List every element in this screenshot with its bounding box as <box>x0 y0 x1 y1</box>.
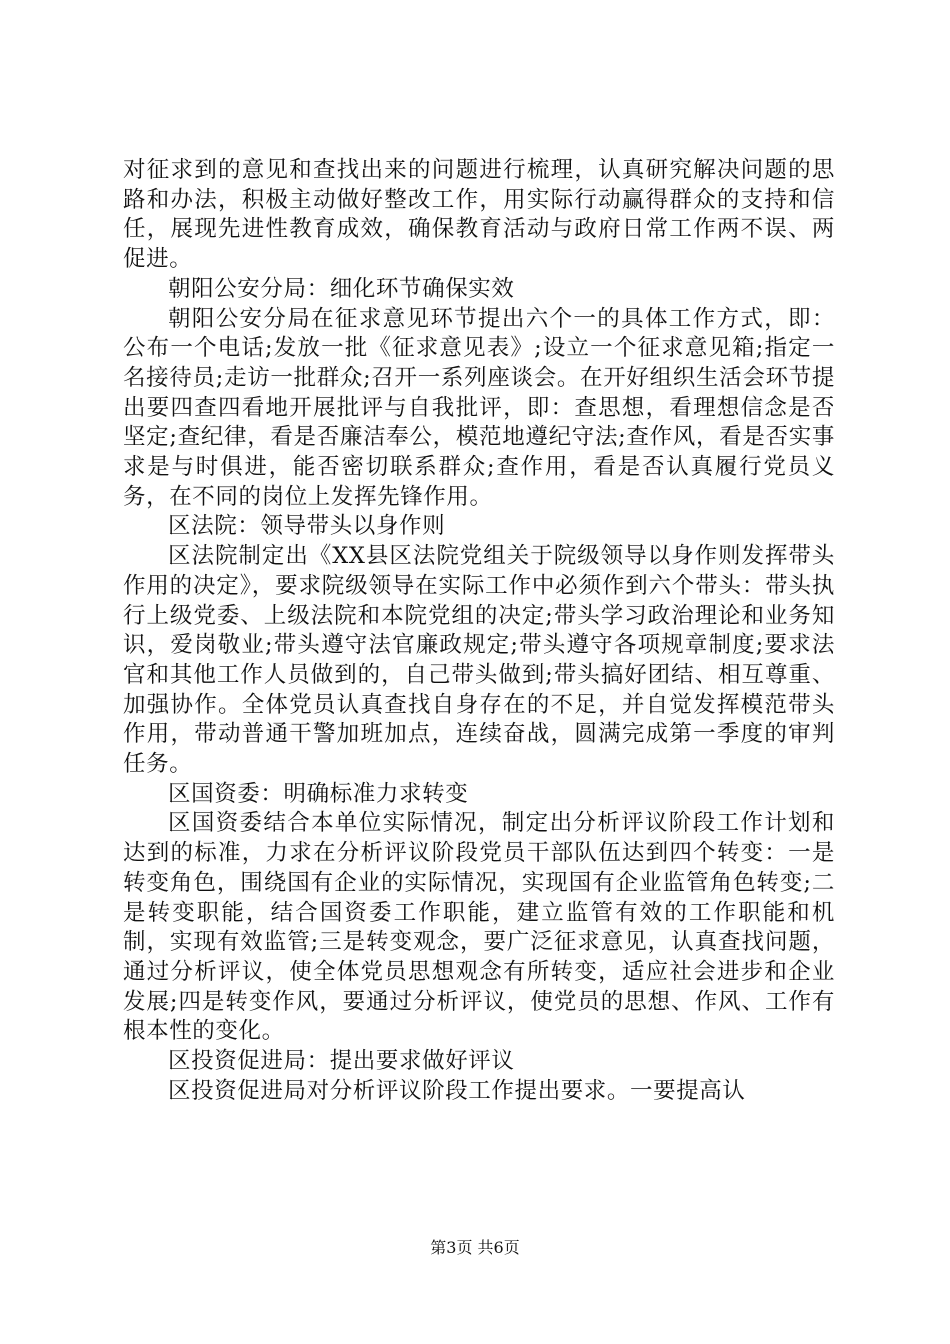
paragraph-investment-bureau: 区投资促进局对分析评议阶段工作提出要求。一要提高认 <box>168 1077 746 1104</box>
paragraph-district-court: 区法院制定出《XX县区法院党组关于院级领导以身作则发挥带头作用的决定》，要求院级领导在实际工作中必须作到六个带头：带头执行上级党委、上级法院和本院党组的决定;带头学习政治理论和业务知识，爱岗敬业;带头遵守法官廉政规定;带头遵守各项规章制度;要求法官和其他工作人员做到的，自己带头做到;带头搞好团结、相互尊重、加强协作。全体党员认真查找自身存在的不足，并自觉发挥模范带头作用，带动普通干警加班加点，连续奋战，圆满完成第一季度的审判任务。 <box>123 543 835 778</box>
page-number-label: 第3页 共6页 <box>430 1238 520 1257</box>
section-heading-investment-bureau: 区投资促进局：提出要求做好评议 <box>168 1048 515 1075</box>
paragraph-chaoyang-police: 朝阳公安分局在征求意见环节提出六个一的具体工作方式，即：公布一个电话;发放一批《征求意见表》;设立一个征求意见箱;指定一名接待员;走访一批群众;召开一系列座谈会。在开好组织生活会环节提出要四查四看地开展批评与自我批评，即：查思想，看理想信念是否坚定;查纪律，看是否廉洁奉公，模范地遵纪守法;查作风，看是否实事求是与时俱进，能否密切联系群众;查作用，看是否认真履行党员义务，在不同的岗位上发挥先锋作用。 <box>123 305 835 510</box>
section-heading-sasac: 区国资委：明确标准力求转变 <box>168 780 469 807</box>
page-footer <box>0 1238 950 1258</box>
document-body <box>123 156 835 1107</box>
section-heading-chaoyang-police: 朝阳公安分局：细化环节确保实效 <box>168 275 515 302</box>
paragraph-continuation: 对征求到的意见和查找出来的问题进行梳理，认真研究解决问题的思路和办法，积极主动做好整改工作，用实际行动赢得群众的支持和信任，展现先进性教育成效，确保教育活动与政府日常工作两不误、两促进。 <box>123 157 835 273</box>
section-heading-district-court: 区法院：领导带头以身作则 <box>168 513 446 540</box>
paragraph-sasac: 区国资委结合本单位实际情况，制定出分析评议阶段工作计划和达到的标准，力求在分析评议阶段党员干部队伍达到四个转变：一是转变角色，围绕国有企业的实际情况，实现国有企业监管角色转变;二是转变职能，结合国资委工作职能，建立监管有效的工作职能和机制，实现有效监管;三是转变观念，要广泛征求意见，认真查找问题，通过分析评议，使全体党员思想观念有所转变，适应社会进步和企业发展;四是转变作风，要通过分析评议，使党员的思想、作风、工作有根本性的变化。 <box>123 810 835 1045</box>
